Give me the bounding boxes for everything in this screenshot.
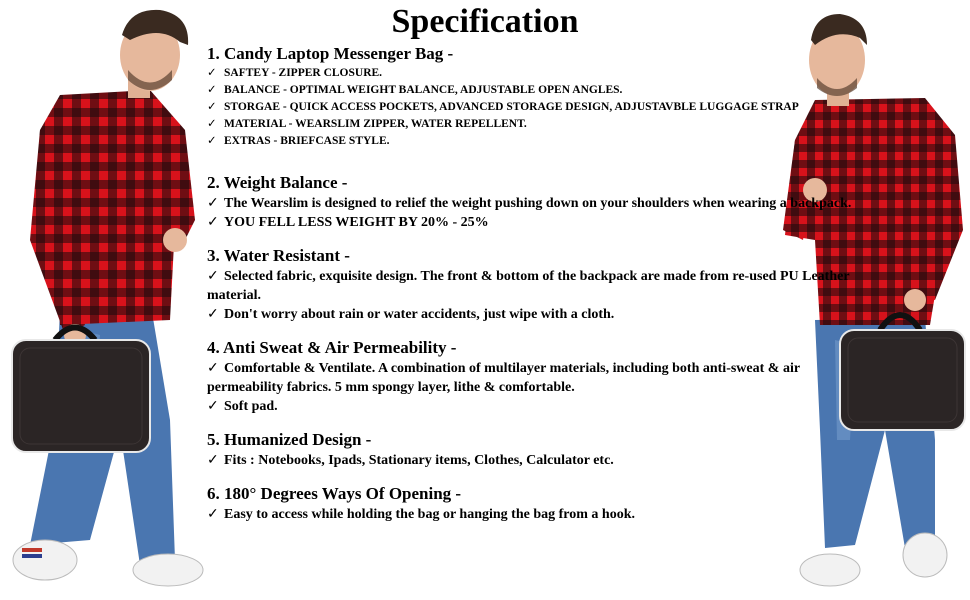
list-item <box>207 213 867 232</box>
list-item <box>207 397 867 416</box>
list-item <box>207 116 867 133</box>
page-title: Specification <box>391 3 579 40</box>
list-item <box>207 267 867 305</box>
item-text: The Wearslim is designed to relief the weight pushing down on your shoulders when wearing a backpack. <box>224 196 852 211</box>
check-icon: ✓ <box>207 399 219 414</box>
list-item <box>207 133 867 150</box>
item-text: Easy to access while holding the bag or hanging the bag from a hook. <box>224 507 635 522</box>
list-item <box>207 451 867 470</box>
section-heading: 6. 180° Degrees Ways Of Opening - <box>207 484 462 503</box>
check-icon: ✓ <box>207 196 219 211</box>
list-item <box>207 505 867 524</box>
check-icon: ✓ <box>207 215 219 230</box>
section-heading: 4. Anti Sweat & Air Permeability - <box>207 338 457 357</box>
check-icon: ✓ <box>207 307 219 322</box>
section-180-degrees-opening <box>207 484 867 524</box>
item-text: Selected fabric, exquisite design. The front & bottom of the backpack are made from re-used PU Leather material. <box>207 269 850 303</box>
list-item <box>207 82 867 99</box>
section-weight-balance <box>207 173 867 232</box>
check-icon: ✓ <box>207 361 219 376</box>
item-text: YOU FELL LESS WEIGHT BY 20% - 25% <box>224 215 489 230</box>
list-item <box>207 65 867 82</box>
check-icon: ✓ <box>207 269 219 284</box>
section-humanized-design <box>207 430 867 470</box>
item-text: SAFTEY - ZIPPER CLOSURE. <box>224 67 383 79</box>
specification-list <box>207 44 867 538</box>
item-text: Fits : Notebooks, Ipads, Stationary items, Clothes, Calculator etc. <box>224 453 614 468</box>
check-icon: ✓ <box>207 67 217 79</box>
check-icon: ✓ <box>207 118 217 130</box>
check-icon: ✓ <box>207 453 219 468</box>
model-left-photo <box>0 0 230 600</box>
list-item <box>207 194 867 213</box>
check-icon: ✓ <box>207 507 219 522</box>
item-text: STORGAE - QUICK ACCESS POCKETS, ADVANCED STORAGE DESIGN, ADJUSTAVBLE LUGGAGE STRAP <box>224 101 799 113</box>
section-heading: 2. Weight Balance - <box>207 173 348 192</box>
check-icon: ✓ <box>207 84 217 96</box>
section-anti-sweat <box>207 338 867 416</box>
section-heading: 1. Candy Laptop Messenger Bag - <box>207 44 454 63</box>
section-heading: 5. Humanized Design - <box>207 430 372 449</box>
list-item <box>207 359 867 397</box>
check-icon: ✓ <box>207 135 217 147</box>
check-icon: ✓ <box>207 101 217 113</box>
list-item <box>207 99 867 116</box>
list-item <box>207 305 867 324</box>
item-text: Comfortable & Ventilate. A combination of multilayer materials, including both anti-sweat & air permeability fabrics. 5 mm spongy layer, lithe & comfortable. <box>207 361 800 395</box>
section-heading: 3. Water Resistant - <box>207 246 350 265</box>
section-candy-laptop-messenger-bag <box>207 44 867 150</box>
item-text: BALANCE - OPTIMAL WEIGHT BALANCE, ADJUSTABLE OPEN ANGLES. <box>224 84 623 96</box>
item-text: Don't worry about rain or water accidents, just wipe with a cloth. <box>224 307 615 322</box>
section-water-resistant <box>207 246 867 324</box>
item-text: EXTRAS - BRIEFCASE STYLE. <box>224 135 390 147</box>
item-text: Soft pad. <box>224 399 278 414</box>
item-text: MATERIAL - WEARSLIM ZIPPER, WATER REPELLENT. <box>224 118 527 130</box>
